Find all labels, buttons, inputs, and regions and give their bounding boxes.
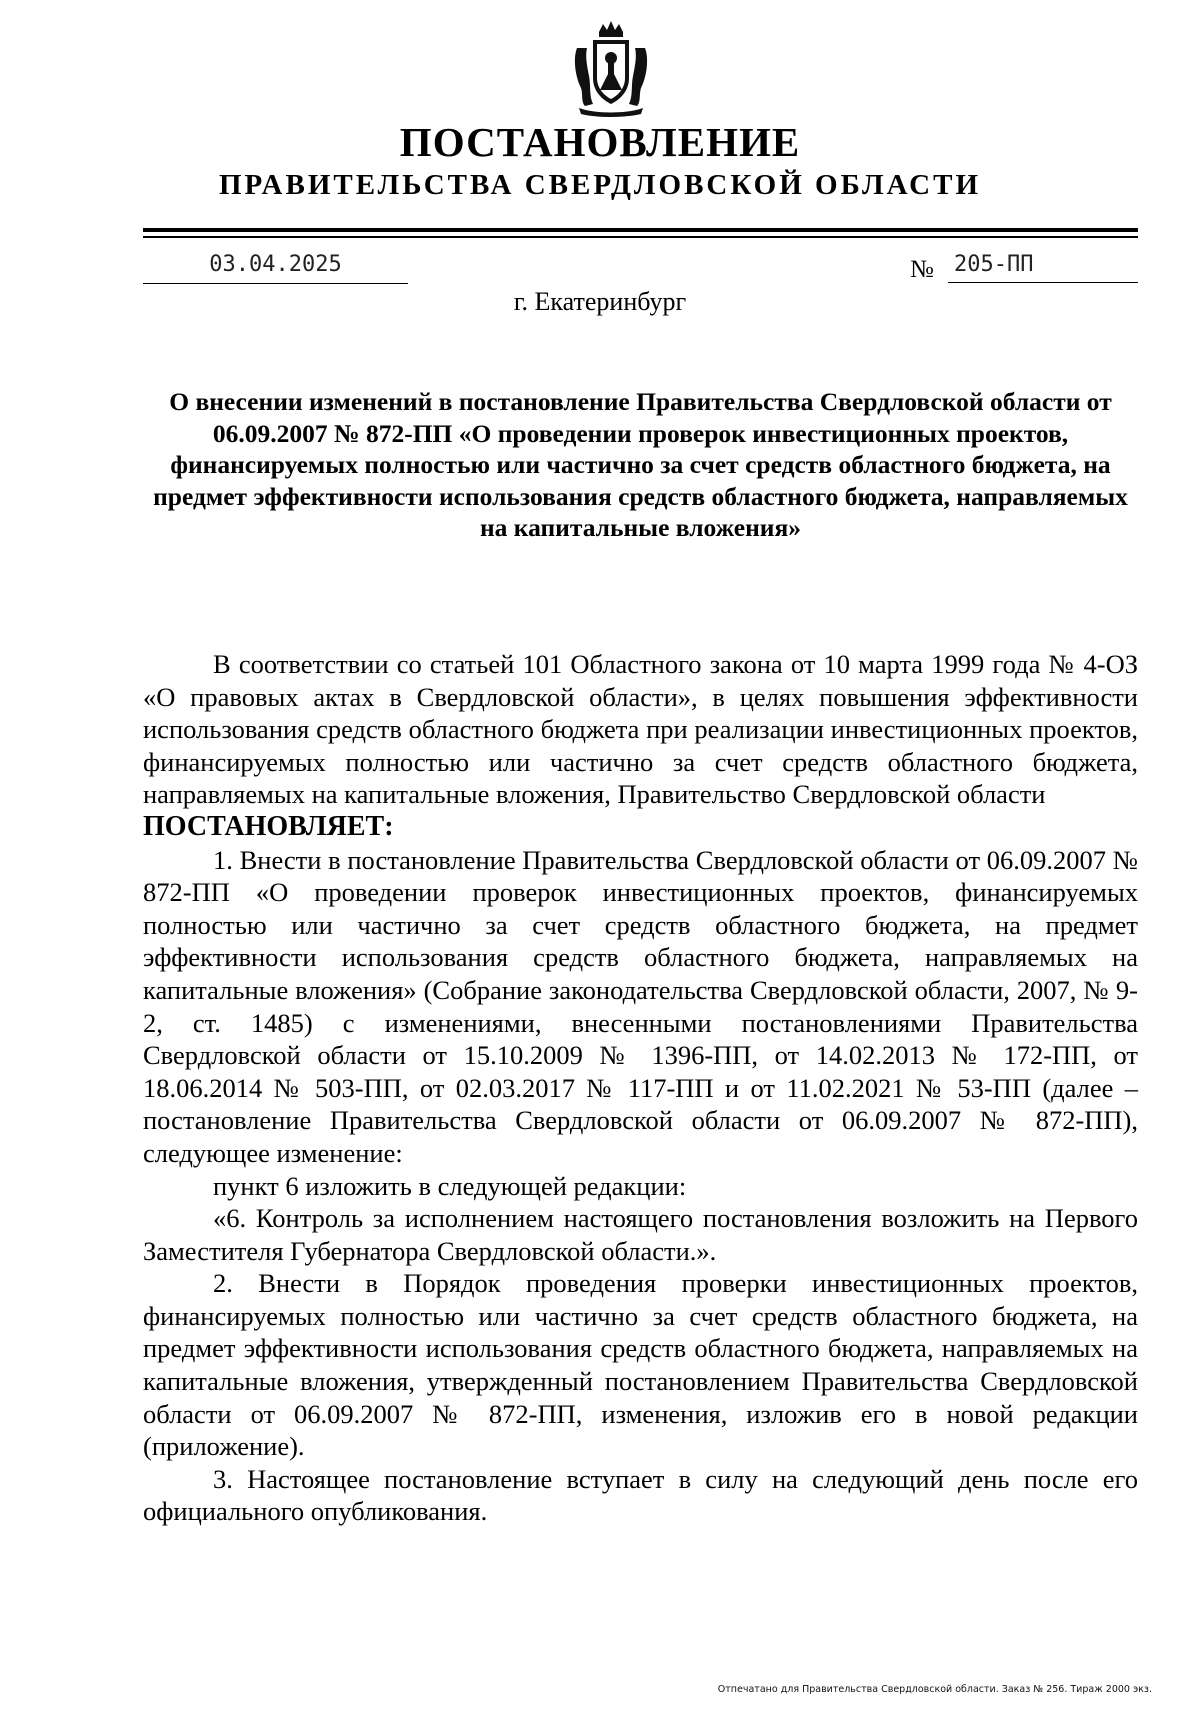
- document-body: [143, 648, 1138, 1528]
- print-note: Отпечатано для Правительства Свердловской области. Заказ № 256. Тираж 2000 экз.: [717, 1684, 1152, 1695]
- item-1-quote: «6. Контроль за исполнением настоящего постановления возложить на Первого Заместителя Губернатора Свердловской области.».: [143, 1203, 1138, 1266]
- document-title: О внесении изменений в постановление Правительства Свердловской области от 06.09.2007 № 872-ПП «О проведении проверок инвестиционных проектов, финансируемых полностью или частично за счет средств областного бюджета, на предмет эффективности использования средств областного бюджета, направляемых на капитальные вложения»: [153, 387, 1128, 542]
- header-rule-thick: [143, 228, 1138, 232]
- document-type: ПОСТАНОВЛЕНИЕ: [399, 119, 801, 165]
- number-label: №: [910, 256, 934, 283]
- coat-of-arms-icon: [571, 18, 651, 118]
- decree-word: ПОСТАНОВЛЯЕТ:: [143, 810, 394, 842]
- document-number: 205-ПП: [948, 249, 1138, 283]
- issuer-name: ПРАВИТЕЛЬСТВА СВЕРДЛОВСКОЙ ОБЛАСТИ: [218, 169, 982, 201]
- city-line: г. Екатеринбург: [513, 287, 687, 316]
- header-rule-thin: [143, 236, 1138, 238]
- document-date: 03.04.2025: [143, 249, 408, 284]
- item-1-paragraph: 1. Внести в постановление Правительства Свердловской области от 06.09.2007 № 872-ПП «О проведении проверок инвестиционных проектов, финансируемых полностью или частично за счет средств областного бюджета, на предмет эффективности использования средств областного бюджета, направляемых на капитальные вложения» (Собрание законодательства Свердловской области, 2007, № 9-2, ст. 1485) с изменениями, внесенными постановлениями Правительства Свердловской области от 15.10.2009 № 1396-ПП, от 14.02.2013 № 172-ПП, от 18.06.2014 № 503-ПП, от 02.03.2017 № 117-ПП и от 11.02.2021 № 53-ПП (далее – постановление Правительства Свердловской области от 06.09.2007 № 872-ПП), следующее изменение:: [143, 844, 1138, 1168]
- item-1-subparagraph: пункт 6 изложить в следующей редакции:: [213, 1170, 687, 1201]
- item-3-paragraph: 3. Настоящее постановление вступает в силу на следующий день после его официального опубликования.: [143, 1463, 1138, 1527]
- item-2-paragraph: 2. Внести в Порядок проведения проверки инвестиционных проектов, финансируемых полностью или частично за счет средств областного бюджета, на предмет эффективности использования средств областного бюджета, направляемых на капитальные вложения, утвержденный постановлением Правительства Свердловской области от 06.09.2007 № 872-ПП, изменения, изложив его в новой редакции (приложение).: [143, 1268, 1138, 1462]
- preamble-paragraph: В соответствии со статьей 101 Областного закона от 10 марта 1999 года № 4-ОЗ «О правовых актах в Свердловской области», в целях повышения эффективности использования средств областного бюджета при реализации инвестиционных проектов, финансируемых полностью или частично за счет средств областного бюджета, направляемых на капитальные вложения, Правительство Свердловской области: [143, 649, 1138, 810]
